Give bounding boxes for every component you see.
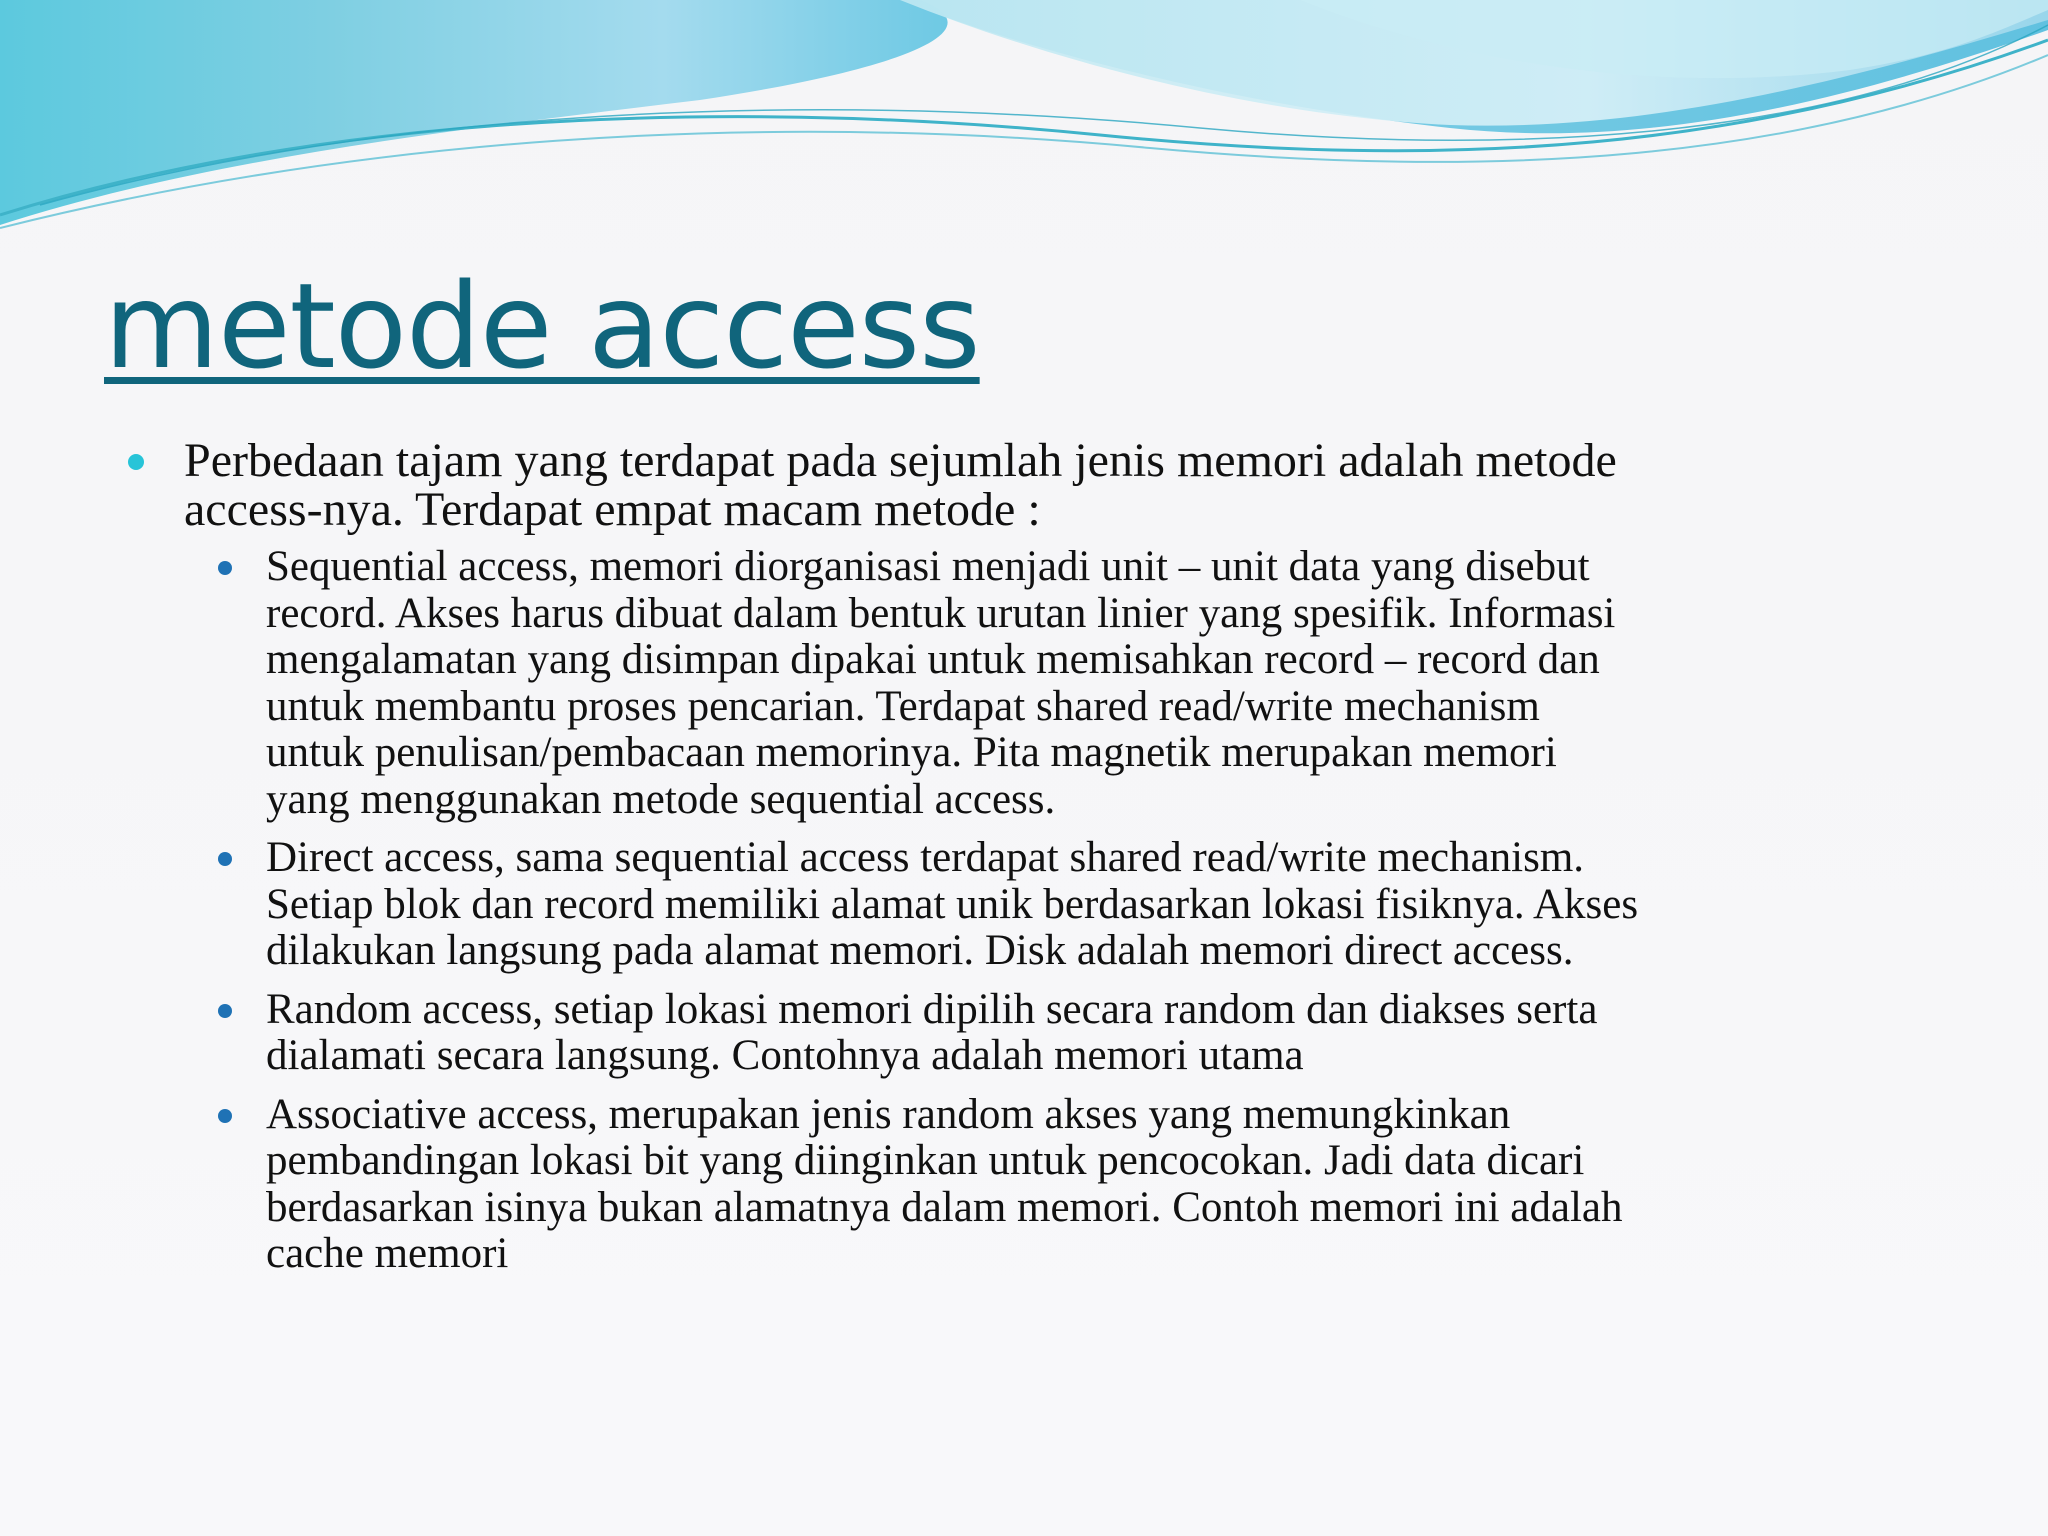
bullet-line: Direct access, sama sequential access terdapat shared read/write mechanism. xyxy=(266,834,1585,881)
sub-bullet-random-access xyxy=(120,987,1920,1080)
intro-line: access-nya. Terdapat empat macam metode : xyxy=(184,483,1041,536)
bullet-line: pembandingan lokasi bit yang diinginkan untuk pencocokan. Jadi data dicari xyxy=(266,1137,1585,1184)
bullet-line: untuk penulisan/pembacaan memorinya. Pita magnetik merupakan memori xyxy=(266,729,1557,776)
bullet-line: dilakukan langsung pada alamat memori. Disk adalah memori direct access. xyxy=(266,927,1574,974)
bullet-line: Sequential access, memori diorganisasi menjadi unit – unit data yang disebut xyxy=(266,543,1590,590)
bullet-intro xyxy=(120,436,1920,534)
bullet-line: Setiap blok dan record memiliki alamat unik berdasarkan lokasi fisiknya. Akses xyxy=(266,880,1639,928)
bullet-line: mengalamatan yang disimpan dipakai untuk memisahkan record – record dan xyxy=(266,636,1600,683)
slide-title: metode access xyxy=(104,257,980,395)
intro-line: Perbedaan tajam yang terdapat pada sejumlah jenis memori adalah metode xyxy=(184,434,1617,487)
wave-header-decoration xyxy=(0,0,2048,240)
bullet-line: yang menggunakan metode sequential access. xyxy=(266,775,1056,823)
sub-bullet-dot-icon xyxy=(218,1004,232,1018)
sub-bullet-dot-icon xyxy=(218,561,232,575)
bullet-content xyxy=(120,436,1920,1290)
bullet-line: record. Akses harus dibuat dalam bentuk urutan linier yang spesifik. Informasi xyxy=(266,589,1616,637)
bullet-dot-icon xyxy=(128,454,144,470)
sub-bullet-associative-access xyxy=(120,1092,1920,1278)
bullet-line: Random access, setiap lokasi memori dipilih secara random dan diakses serta xyxy=(266,985,1598,1033)
sub-bullet-dot-icon xyxy=(218,1109,232,1123)
bullet-line: untuk membantu proses pencarian. Terdapat shared read/write mechanism xyxy=(266,682,1540,730)
sub-bullet-dot-icon xyxy=(218,852,232,866)
bullet-line: dialamati secara langsung. Contohnya adalah memori utama xyxy=(266,1032,1304,1079)
bullet-line: berdasarkan isinya bukan alamatnya dalam memori. Contoh memori ini adalah xyxy=(266,1183,1623,1231)
sub-bullet-sequential-access xyxy=(120,544,1920,823)
sub-bullet-list xyxy=(120,544,1920,1278)
bullet-line: Associative access, merupakan jenis random akses yang memungkinkan xyxy=(266,1090,1511,1138)
sub-bullet-direct-access xyxy=(120,835,1920,975)
bullet-line: cache memori xyxy=(266,1230,509,1277)
